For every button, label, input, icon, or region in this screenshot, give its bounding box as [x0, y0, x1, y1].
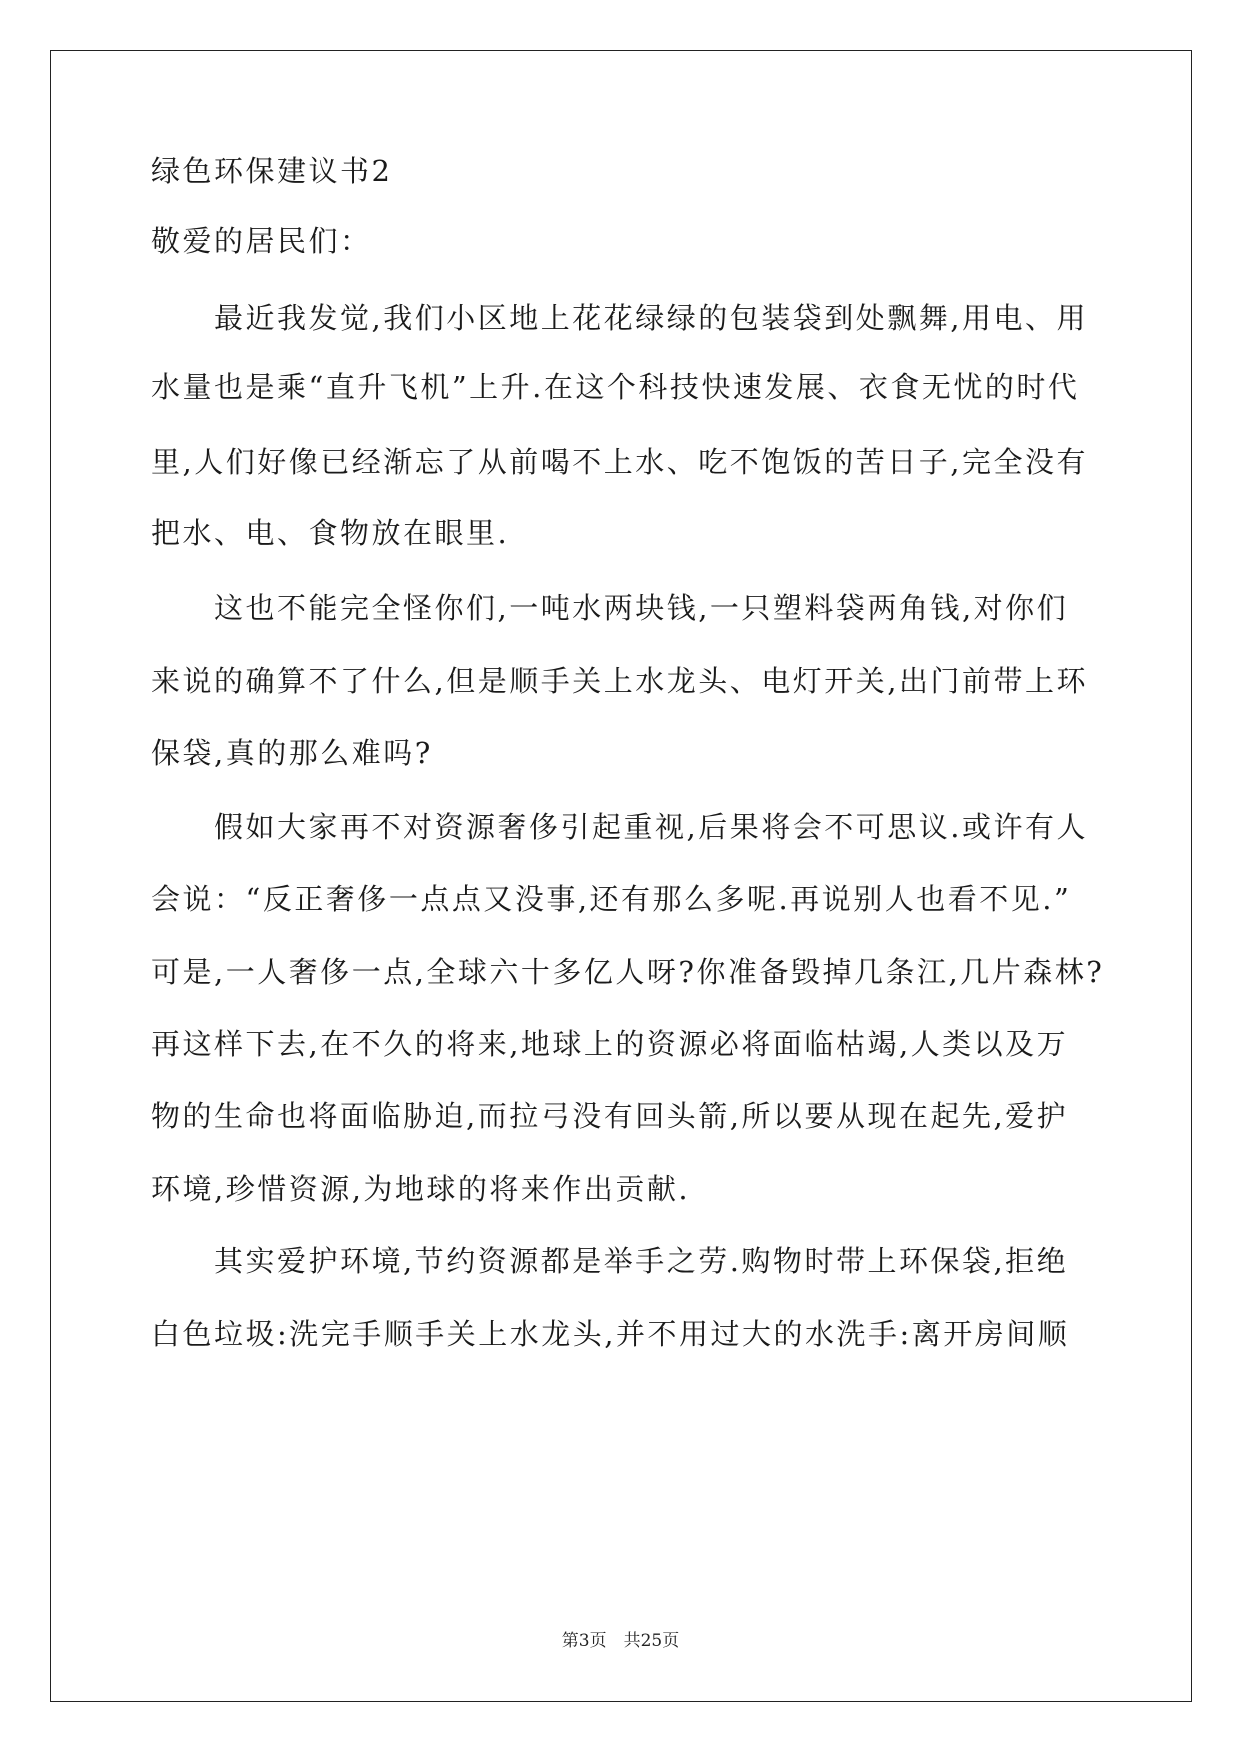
body-line: 把水、电、食物放在眼里.	[151, 516, 510, 550]
body-line: 保袋,真的那么难吗?	[151, 736, 433, 770]
body-line: 这也不能完全怪你们,一吨水两块钱,一只塑料袋两角钱,对你们	[151, 591, 1069, 625]
body-line: 水量也是乘“直升飞机”上升.在这个科技快速发展、衣食无忧的时代	[151, 370, 1080, 404]
body-line: 会说：“反正奢侈一点点又没事,还有那么多呢.再说别人也看不见.”	[151, 882, 1072, 916]
body-line: 里,人们好像已经渐忘了从前喝不上水、吃不饱饭的苦日子,完全没有	[151, 445, 1088, 479]
body-line: 其实爱护环境,节约资源都是举手之劳.购物时带上环保袋,拒绝	[151, 1244, 1069, 1278]
body-line: 来说的确算不了什么,但是顺手关上水龙头、电灯开关,出门前带上环	[151, 664, 1088, 698]
body-line: 再这样下去,在不久的将来,地球上的资源必将面临枯竭,人类以及万	[151, 1027, 1069, 1061]
body-line: 环境,珍惜资源,为地球的将来作出贡献.	[151, 1172, 691, 1206]
body-line: 可是,一人奢侈一点,全球六十多亿人呀?你准备毁掉几条江,几片森林?	[151, 955, 1105, 989]
page-border	[50, 50, 1192, 1702]
body-line: 白色垃圾:洗完手顺手关上水龙头,并不用过大的水洗手:离开房间顺	[151, 1317, 1070, 1351]
page-number: 第3页 共25页	[561, 1631, 680, 1651]
document-title: 绿色环保建议书2	[151, 154, 393, 188]
body-line: 最近我发觉,我们小区地上花花绿绿的包装袋到处飘舞,用电、用	[151, 301, 1088, 335]
body-line: 物的生命也将面临胁迫,而拉弓没有回头箭,所以要从现在起先,爱护	[151, 1099, 1069, 1133]
greeting: 敬爱的居民们：	[151, 224, 372, 258]
body-line: 假如大家再不对资源奢侈引起重视,后果将会不可思议.或许有人	[151, 810, 1088, 844]
